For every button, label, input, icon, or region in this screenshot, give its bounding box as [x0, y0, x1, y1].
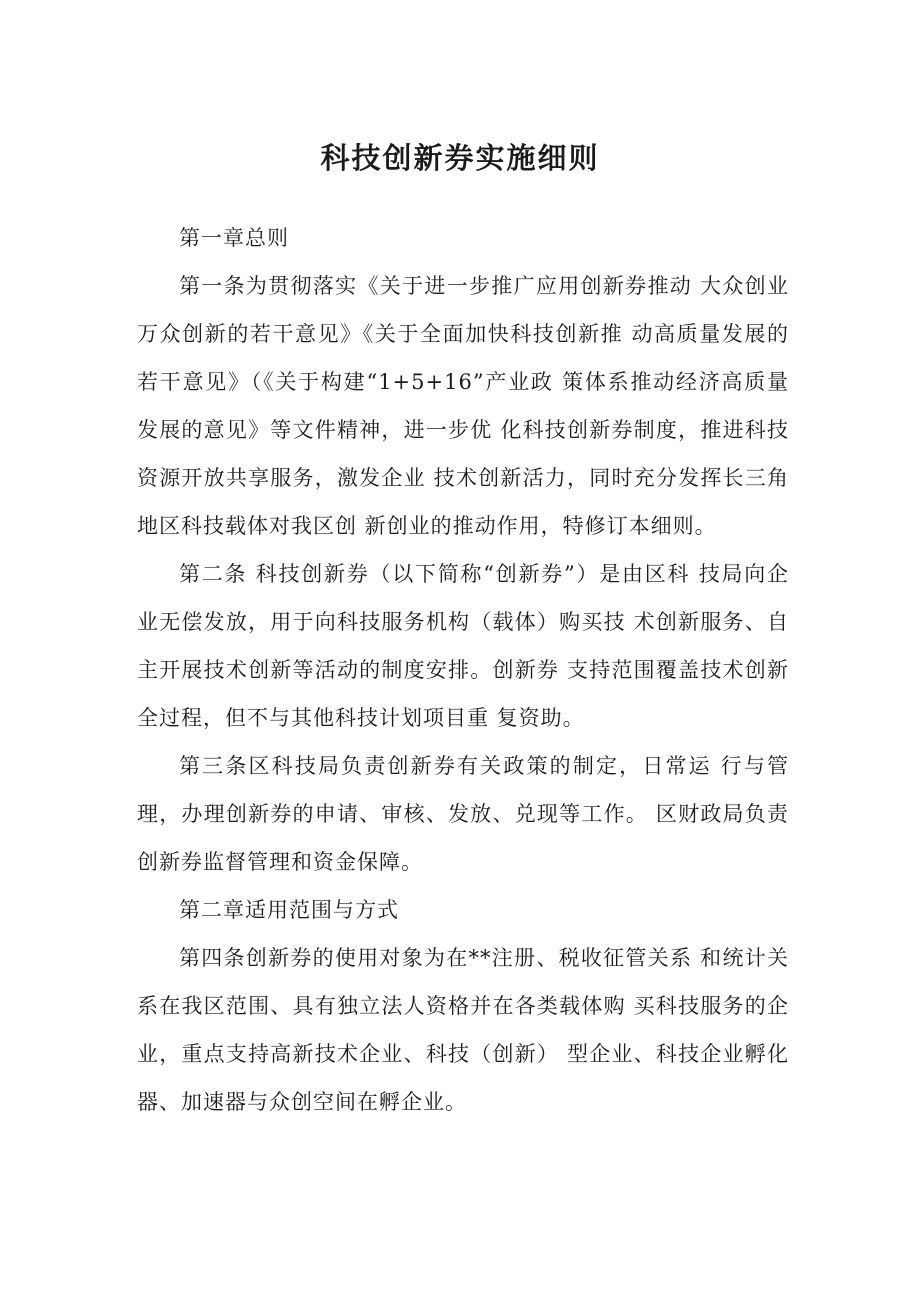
article-paragraph: 第四条创新券的使用对象为在**注册、税收征管关系 和统计关系在我区范围、具有独立法人资格并在各类载体购 买科技服务的企业，重点支持高新技术企业、科技（创新） 型企业、科技企业孵化器、加速器与众创空间在孵企业。 — [137, 946, 789, 1114]
document-title: 科技创新券实施细则 — [320, 141, 600, 175]
document-body — [137, 214, 789, 1126]
chapter-heading: 第一章总则 — [179, 226, 289, 250]
chapter-heading: 第二章适用范围与方式 — [179, 898, 399, 922]
article-paragraph: 第三条区科技局负责创新券有关政策的制定，日常运 行与管理，办理创新券的申请、审核、发放、兑现等工作。 区财政局负责创新券监督管理和资金保障。 — [137, 754, 789, 874]
article-paragraph: 第一条为贯彻落实《关于进一步推广应用创新券推动 大众创业万众创新的若干意见》《关于全面加快科技创新推 动高质量发展的若干意见》（《关于构建“1+5+16”产业政 策体系推动经济高质量发展的意见》等文件精神，进一步优 化科技创新券制度，推进科技资源开放共享服务，激发企业 技术创新活力，同时充分发挥长三角地区科技载体对我区创 新创业的推动作用，特修订本细则。 — [137, 274, 789, 538]
article-paragraph: 第二条 科技创新券（以下简称“创新券”）是由区科 技局向企业无偿发放，用于向科技服务机构（载体）购买技 术创新服务、自主开展技术创新等活动的制度安排。创新券 支持范围覆盖技术创新全过程，但不与其他科技计划项目重 复资助。 — [137, 562, 789, 730]
